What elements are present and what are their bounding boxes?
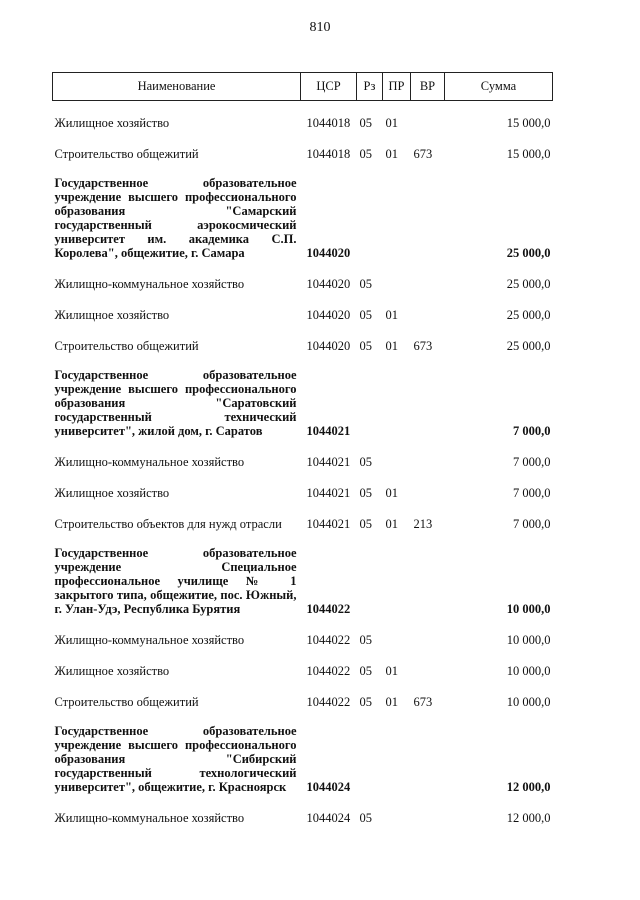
row-spacer — [53, 796, 553, 807]
cell-sum: 10 000,0 — [506, 664, 551, 678]
row-spacer — [53, 163, 553, 174]
row-spacer — [53, 293, 553, 304]
row-spacer-cell — [53, 262, 553, 273]
cell-rz: 05 — [359, 116, 372, 130]
cell-sum: 12 000,0 — [506, 780, 551, 794]
header-name: Наименование — [53, 73, 301, 101]
cell-rz: 05 — [359, 633, 372, 647]
cell-name: Жилищное хозяйство — [54, 116, 170, 130]
cell-pr — [383, 544, 411, 618]
table-row — [53, 451, 553, 471]
cell-csr: 1044022 — [306, 602, 351, 616]
table-row — [53, 482, 553, 502]
cell-csr: 1044021 — [306, 486, 351, 500]
cell-name: Государственное образовательное учреждение высшего профессионального образования "Саратовский государственный технический университет", жилой дом, г. Саратов — [54, 368, 297, 438]
table-row — [53, 304, 553, 324]
table-row — [53, 112, 553, 132]
table-row — [53, 807, 553, 827]
cell-sum: 10 000,0 — [506, 695, 551, 709]
cell-csr: 1044021 — [306, 517, 351, 531]
row-spacer — [53, 101, 553, 113]
cell-rz — [357, 366, 383, 440]
cell-name: Жилищное хозяйство — [54, 308, 170, 322]
budget-table — [52, 72, 553, 827]
cell-vr — [411, 304, 445, 324]
row-spacer — [53, 533, 553, 544]
cell-pr — [383, 451, 411, 471]
header-vr: ВР — [411, 73, 445, 101]
cell-name: Жилищно-коммунальное хозяйство — [54, 455, 245, 469]
cell-vr — [411, 544, 445, 618]
cell-csr: 1044021 — [306, 424, 351, 438]
cell-pr: 01 — [385, 486, 398, 500]
cell-pr — [383, 366, 411, 440]
row-spacer-cell — [53, 440, 553, 451]
header-rz: Рз — [357, 73, 383, 101]
row-spacer-cell — [53, 649, 553, 660]
cell-csr: 1044022 — [306, 633, 351, 647]
table-row-institution — [53, 722, 553, 796]
cell-csr: 1044020 — [306, 308, 351, 322]
cell-sum: 15 000,0 — [506, 116, 551, 130]
cell-vr: 213 — [413, 517, 433, 531]
row-spacer-cell — [53, 618, 553, 629]
table-body — [53, 101, 553, 828]
cell-csr: 1044018 — [306, 147, 351, 161]
row-spacer-cell — [53, 796, 553, 807]
cell-pr — [383, 722, 411, 796]
header-sum: Сумма — [445, 73, 553, 101]
cell-rz: 05 — [359, 277, 372, 291]
table-row — [53, 691, 553, 711]
cell-pr — [383, 807, 411, 827]
cell-rz: 05 — [359, 308, 372, 322]
row-spacer — [53, 355, 553, 366]
cell-sum: 7 000,0 — [513, 455, 551, 469]
cell-pr: 01 — [385, 695, 398, 709]
page-number: 810 — [309, 20, 331, 35]
cell-pr — [383, 174, 411, 262]
cell-rz: 05 — [359, 455, 372, 469]
cell-csr: 1044024 — [306, 811, 351, 825]
table-row — [53, 273, 553, 293]
cell-rz: 05 — [359, 147, 372, 161]
cell-csr: 1044024 — [306, 780, 351, 794]
cell-rz: 05 — [359, 811, 372, 825]
cell-csr: 1044018 — [306, 116, 351, 130]
cell-vr — [411, 273, 445, 293]
row-spacer-cell — [53, 711, 553, 722]
cell-rz: 05 — [359, 695, 372, 709]
row-spacer-cell — [53, 101, 553, 113]
cell-sum: 7 000,0 — [513, 486, 551, 500]
row-spacer-cell — [53, 533, 553, 544]
cell-rz: 05 — [359, 517, 372, 531]
cell-name: Жилищно-коммунальное хозяйство — [54, 633, 245, 647]
cell-csr: 1044020 — [306, 277, 351, 291]
row-spacer-cell — [53, 502, 553, 513]
cell-rz: 05 — [359, 339, 372, 353]
table-row-institution — [53, 366, 553, 440]
cell-vr — [411, 807, 445, 827]
row-spacer-cell — [53, 293, 553, 304]
cell-sum: 25 000,0 — [506, 339, 551, 353]
table-row — [53, 335, 553, 355]
row-spacer-cell — [53, 471, 553, 482]
cell-pr: 01 — [385, 339, 398, 353]
row-spacer-cell — [53, 163, 553, 174]
row-spacer — [53, 618, 553, 629]
cell-name: Строительство общежитий — [54, 147, 199, 161]
row-spacer — [53, 680, 553, 691]
row-spacer — [53, 440, 553, 451]
cell-sum: 10 000,0 — [506, 633, 551, 647]
cell-vr — [411, 174, 445, 262]
row-spacer — [53, 711, 553, 722]
cell-vr — [411, 451, 445, 471]
cell-sum: 25 000,0 — [506, 277, 551, 291]
cell-name: Строительство общежитий — [54, 339, 199, 353]
row-spacer — [53, 262, 553, 273]
cell-sum: 25 000,0 — [506, 308, 551, 322]
cell-csr: 1044021 — [306, 455, 351, 469]
row-spacer — [53, 132, 553, 143]
cell-name: Государственное образовательное учреждение высшего профессионального образования "Сибирский государственный технологический университет", общежитие, г. Красноярск — [54, 724, 297, 794]
table-row-institution — [53, 544, 553, 618]
cell-pr: 01 — [385, 664, 398, 678]
cell-pr: 01 — [385, 517, 398, 531]
cell-sum: 7 000,0 — [513, 517, 551, 531]
table-row — [53, 513, 553, 533]
cell-rz: 05 — [359, 486, 372, 500]
row-spacer — [53, 324, 553, 335]
cell-sum: 25 000,0 — [506, 246, 551, 260]
cell-rz — [357, 544, 383, 618]
cell-vr — [411, 112, 445, 132]
table-row-institution — [53, 174, 553, 262]
cell-vr: 673 — [413, 695, 433, 709]
table-row — [53, 629, 553, 649]
cell-name: Жилищное хозяйство — [54, 664, 170, 678]
cell-name: Жилищно-коммунальное хозяйство — [54, 277, 245, 291]
table-row — [53, 660, 553, 680]
cell-vr — [411, 482, 445, 502]
cell-sum: 7 000,0 — [513, 424, 551, 438]
row-spacer-cell — [53, 355, 553, 366]
cell-pr — [383, 273, 411, 293]
cell-pr: 01 — [385, 147, 398, 161]
cell-rz: 05 — [359, 664, 372, 678]
table-row — [53, 143, 553, 163]
cell-csr: 1044020 — [306, 246, 351, 260]
cell-name: Жилищно-коммунальное хозяйство — [54, 811, 245, 825]
cell-vr — [411, 629, 445, 649]
header-pr: ПР — [383, 73, 411, 101]
cell-name: Строительство объектов для нужд отрасли — [54, 517, 282, 531]
cell-sum: 10 000,0 — [506, 602, 551, 616]
row-spacer — [53, 502, 553, 513]
cell-rz — [357, 174, 383, 262]
cell-sum: 12 000,0 — [506, 811, 551, 825]
header-csr: ЦСР — [301, 73, 357, 101]
cell-name: Государственное образовательное учреждение Специальное профессиональное училище № 1 закрытого типа, общежитие, пос. Южный, г. Улан-Удэ, Республика Бурятия — [54, 546, 297, 616]
row-spacer-cell — [53, 680, 553, 691]
table-header — [53, 73, 553, 101]
cell-name: Государственное образовательное учреждение высшего профессионального образования "Самарский государственный аэрокосмический университет им. академика С.П. Королева", общежитие, г. Самара — [54, 176, 297, 260]
row-spacer — [53, 649, 553, 660]
cell-vr — [411, 366, 445, 440]
row-spacer — [53, 471, 553, 482]
cell-vr — [411, 722, 445, 796]
cell-name: Жилищное хозяйство — [54, 486, 170, 500]
cell-csr: 1044022 — [306, 695, 351, 709]
cell-rz — [357, 722, 383, 796]
cell-vr — [411, 660, 445, 680]
cell-name: Строительство общежитий — [54, 695, 199, 709]
row-spacer-cell — [53, 324, 553, 335]
cell-vr: 673 — [413, 339, 433, 353]
cell-pr: 01 — [385, 308, 398, 322]
cell-csr: 1044022 — [306, 664, 351, 678]
cell-pr: 01 — [385, 116, 398, 130]
cell-pr — [383, 629, 411, 649]
cell-sum: 15 000,0 — [506, 147, 551, 161]
row-spacer-cell — [53, 132, 553, 143]
cell-csr: 1044020 — [306, 339, 351, 353]
cell-vr: 673 — [413, 147, 433, 161]
